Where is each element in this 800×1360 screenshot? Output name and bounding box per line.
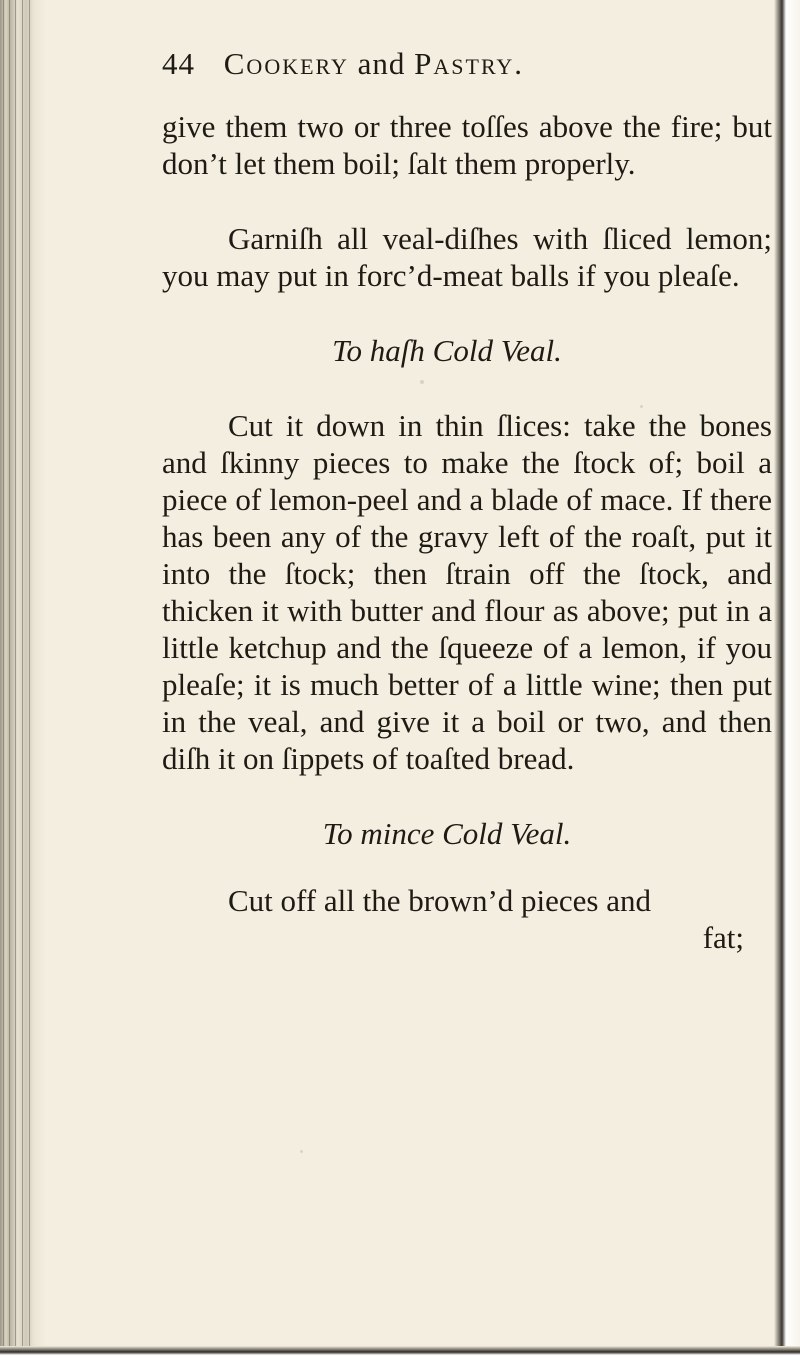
page-bottom-edge — [0, 1346, 800, 1360]
running-title-and: and — [357, 46, 406, 81]
intro-paragraph: give them two or three toſſes above the fire; but don’t let them boil; ſalt them properly. — [162, 109, 772, 181]
page-binding — [0, 0, 46, 1360]
recipe-text-hash-cold-veal: Cut it down in thin ſlices: take the bones and ſkinny pieces to make the ſtock of; boil a piece of lemon-peel and a blade of mace. If there has been any of the gravy left of the roaſt, put it into the ſtock; then ſtrain off the ſtock, and thicken it with butter and flour as above; put in a little ketchup and the ſqueeze of a lemon, if you pleaſe; it is much better of a little wine; then put in the veal, and give it a boil or two, and then diſh it on ſippets of toaſted bread. — [162, 408, 772, 776]
running-header — [162, 46, 722, 90]
page-number: 44 — [162, 46, 195, 81]
catchword: fat; — [702, 920, 744, 955]
page-text — [162, 108, 772, 956]
garnish-paragraph: Garniſh all veal-diſhes with ſliced lemon; you may put in forc’d-meat balls if you pleaſe. — [162, 221, 772, 293]
recipe-title-hash-cold-veal: To haſh Cold Veal. — [332, 333, 562, 368]
running-title-cookery: Cookery — [223, 46, 349, 81]
running-title-pastry: Pastry. — [414, 46, 525, 81]
recipe-text-mince-cold-veal: Cut off all the brown’d pieces and — [228, 883, 651, 918]
recipe-title-mince-cold-veal: To mince Cold Veal. — [322, 816, 572, 851]
page-right-edge — [774, 0, 800, 1360]
